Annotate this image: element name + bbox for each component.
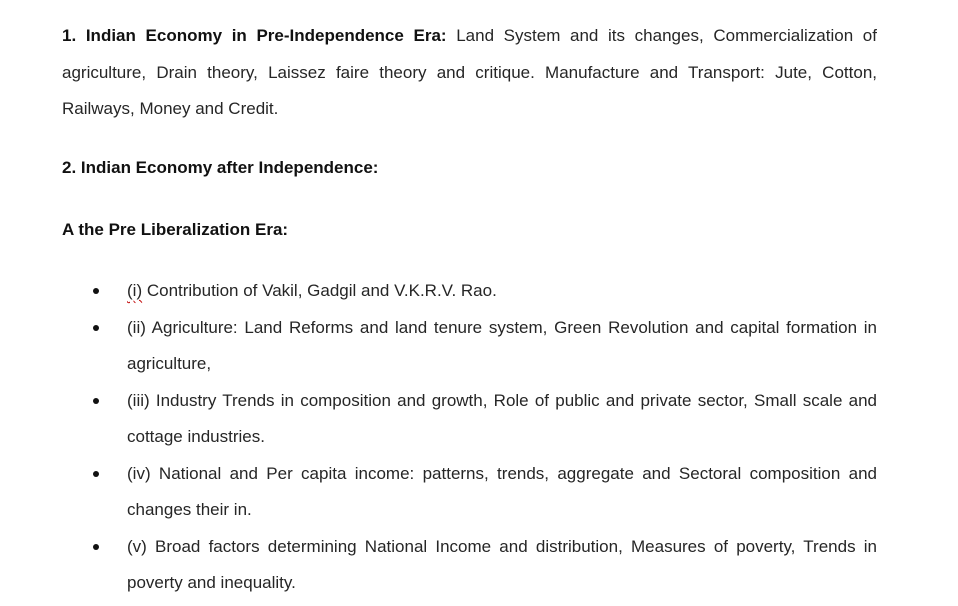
- list-item: [62, 310, 877, 383]
- spellcheck-flagged-word[interactable]: (i): [127, 281, 143, 300]
- bullet-icon: [93, 398, 99, 404]
- list-item-text: (iii) Industry Trends in composition and growth, Role of public and private sector, Small scale and cottage industries.: [127, 390, 877, 446]
- list-item: [62, 273, 877, 310]
- subsection-a-heading: A the Pre Liberalization Era:: [62, 220, 289, 239]
- document-page: [62, 18, 877, 592]
- list-item-text: (iv) National and Per capita income: patterns, trends, aggregate and Sectoral composition and changes their in.: [127, 463, 877, 519]
- section-1-body: Land System and its changes, Commercialization of agriculture, Drain theory, Laissez faire theory and critique. Manufacture and Transport: Jute, Cotton, Railways, Money and Credit.: [62, 26, 877, 118]
- list-item-text: (ii) Agriculture: Land Reforms and land tenure system, Green Revolution and capital formation in agriculture,: [127, 317, 877, 373]
- bullet-icon: [93, 288, 99, 294]
- bullet-icon: [93, 325, 99, 331]
- section-2-heading: 2. Indian Economy after Independence:: [62, 158, 379, 177]
- list-item: [62, 383, 877, 456]
- bullet-icon: [93, 471, 99, 477]
- section-1-heading: 1. Indian Economy in Pre-Independence Era:: [62, 26, 447, 45]
- list-item: [62, 529, 877, 602]
- list-item: [62, 456, 877, 529]
- list-item-text: (v) Broad factors determining National Income and distribution, Measures of poverty, Trends in poverty and inequality.: [127, 536, 877, 592]
- list-item-text: Contribution of Vakil, Gadgil and V.K.R.V. Rao.: [142, 281, 497, 300]
- bullet-list: [62, 273, 877, 602]
- section-1-paragraph: [62, 18, 877, 128]
- bullet-icon: [93, 544, 99, 550]
